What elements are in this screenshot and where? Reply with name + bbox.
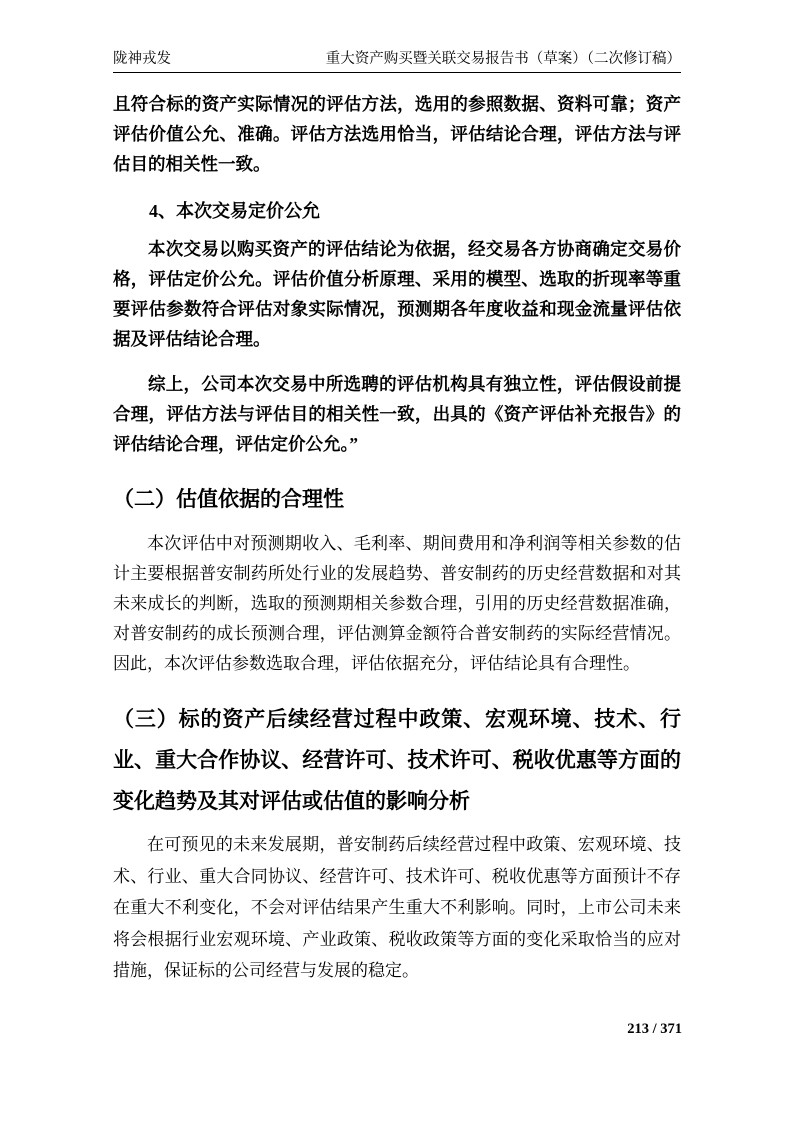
heading-item-4-pricing-fairness: 4、本次交易定价公允 [149, 201, 320, 221]
page-header [113, 50, 681, 73]
paragraph-section-2-body: 本次评估中对预测期收入、毛利率、期间费用和净利润等相关参数的估计主要根据普安制药所处行业的发展趋势、普安制药的历史经营数据和对其未来成长的判断，选取的预测期相关参数合理，引用的历史经营数据准确，对普安制药的成长预测合理，评估测算金额符合普安制药的实际经营情况。因此，本次评估参数选取合理，评估依据充分，评估结论具有合理性。 [113, 534, 681, 673]
paragraph-section-3-body: 在可预见的未来发展期，普安制药后续经营过程中政策、宏观环境、技术、行业、重大合同协议、经营许可、技术许可、税收优惠等方面预计不存在重大不利变化，不会对评估结果产生重大不利影响。同时，上市公司未来将会根据行业宏观环境、产业政策、税收政策等方面的变化采取恰当的应对措施，保证标的公司经营与发展的稳定。 [113, 835, 681, 980]
paragraph-item-4-conclusion: 综上，公司本次交易中所选聘的评估机构具有独立性，评估假设前提合理，评估方法与评估目的相关性一致，出具的《资产评估补充报告》的评估结论合理，评估定价公允。” [113, 374, 681, 454]
header-company-name: 陇神戎发 [113, 51, 171, 67]
paragraph-item-4-pricing-basis: 本次交易以购买资产的评估结论为依据，经交易各方协商确定交易价格，评估定价公允。评估价值分析原理、采用的模型、选取的折现率等重要评估参数符合评估对象实际情况，预测期各年度收益和现金流量评估依据及评估结论合理。 [113, 239, 681, 349]
header-report-title: 重大资产购买暨关联交易报告书（草案）（二次修订稿） [325, 51, 681, 67]
heading-section-3-change-trend-analysis: （三）标的资产后续经营过程中政策、宏观环境、技术、行业、重大合作协议、经营许可、技术许可、税收优惠等方面的变化趋势及其对评估或估值的影响分析 [113, 708, 681, 813]
paragraph-continuation-statement: 且符合标的资产实际情况的评估方法，选用的参照数据、资料可靠；资产评估价值公允、准确。评估方法选用恰当，评估结论合理，评估方法与评估目的相关性一致。 [113, 94, 681, 174]
page-content [113, 0, 681, 987]
footer-page-number: 213 / 371 [627, 1021, 682, 1037]
heading-section-2-valuation-basis: （二）估值依据的合理性 [113, 488, 344, 511]
